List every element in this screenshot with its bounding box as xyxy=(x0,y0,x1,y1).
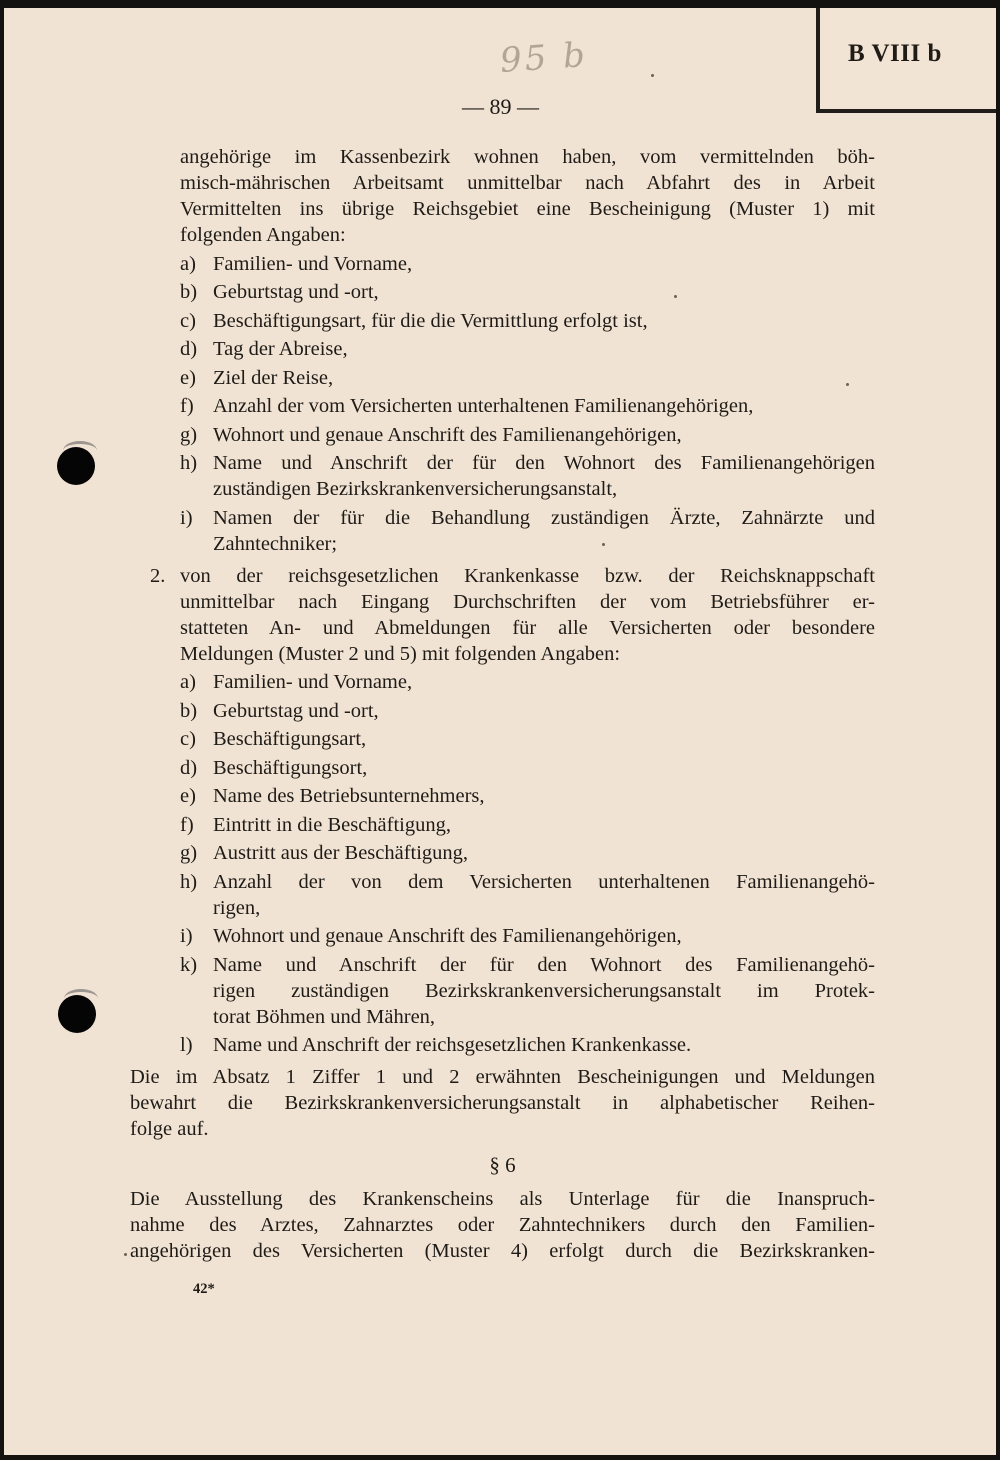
paper-speck xyxy=(124,1253,127,1256)
list-item xyxy=(130,393,875,419)
text-line: Namen der für die Behandlung zuständigen Ärzte, Zahnärzte und xyxy=(213,506,875,529)
text-line: Austritt aus der Beschäftigung, xyxy=(213,842,469,864)
paper-speck xyxy=(651,74,654,77)
list-item xyxy=(130,505,875,557)
text-line: statteten An- und Abmeldungen für alle Versicherten oder besondere xyxy=(180,616,875,639)
list-item-label: c) xyxy=(180,728,196,750)
list-item xyxy=(130,365,875,391)
text-line: Name und Anschrift der reichsgesetzlichen Krankenkasse. xyxy=(213,1034,692,1056)
text-line: angehörige im Kassenbezirk wohnen haben, vom vermittelnden böh- xyxy=(180,146,875,168)
document-body xyxy=(130,144,875,1264)
text-line: Name des Betriebsunternehmers, xyxy=(213,785,485,807)
list-item-label: a) xyxy=(180,252,196,275)
text-line: Beschäftigungsart, xyxy=(213,728,367,750)
text-line: Ziel der Reise, xyxy=(213,366,334,389)
section-stamp-box xyxy=(816,8,996,113)
text-line: zuständigen Bezirkskrankenversicherungsanstalt, xyxy=(213,478,618,500)
text-line: rigen zuständigen Bezirkskrankenversicherungsanstalt im Protek- xyxy=(213,979,875,1002)
list-item xyxy=(130,251,875,277)
text-line: folgenden Angaben: xyxy=(180,224,346,246)
punch-hole-icon xyxy=(57,447,95,485)
scan-border-top xyxy=(0,0,1000,8)
text-line: Anzahl der von dem Versicherten unterhaltenen Familienangehö- xyxy=(213,870,875,893)
list-item xyxy=(130,923,875,949)
text-line: Geburtstag und -ort, xyxy=(213,281,379,303)
text-line: misch-mährischen Arbeitsamt unmittelbar nach Abfahrt des in Arbeit xyxy=(180,172,875,194)
text-line: Die im Absatz 1 Ziffer 1 und 2 erwähnten Bescheinigungen und Meldungen xyxy=(130,1066,875,1088)
scan-border-right xyxy=(996,0,1000,1460)
list-item xyxy=(130,422,875,448)
list-item-label: f) xyxy=(180,395,194,417)
list-item-label: b) xyxy=(180,281,198,303)
list-item-label: h) xyxy=(180,452,198,474)
list-item xyxy=(130,726,875,752)
section-paragraph xyxy=(130,1186,875,1264)
text-line: torat Böhmen und Mähren, xyxy=(213,1005,436,1028)
list-item-label: d) xyxy=(180,338,198,360)
list-item xyxy=(130,450,875,502)
text-line: folge auf. xyxy=(130,1118,209,1140)
list-item xyxy=(130,783,875,809)
list-item-label: g) xyxy=(180,423,198,446)
list-item-label: b) xyxy=(180,699,198,722)
text-line: Beschäftigungsart, für die die Vermittlung erfolgt ist, xyxy=(213,309,648,332)
text-line: unmittelbar nach Eingang Durchschriften der vom Betriebsführer er- xyxy=(180,590,875,613)
pencil-annotation: 95 b xyxy=(498,34,590,82)
closing-paragraph xyxy=(130,1064,875,1142)
text-line: Anzahl der vom Versicherten unterhaltenen Familienangehörigen, xyxy=(213,395,754,417)
text-line: Familien- und Vorname, xyxy=(213,252,413,275)
list-item xyxy=(130,308,875,334)
text-line: Name und Anschrift der für den Wohnort des Familienangehö- xyxy=(213,953,875,976)
signature-mark: 42* xyxy=(193,1281,215,1297)
list-item-label: i) xyxy=(180,925,193,947)
list-item-label: e) xyxy=(180,366,196,389)
section-heading: § 6 xyxy=(489,1153,516,1177)
text-line: Wohnort und genaue Anschrift des Familienangehörigen, xyxy=(213,925,682,947)
text-line: Eintritt in die Beschäftigung, xyxy=(213,813,451,836)
text-line: Meldungen (Muster 2 und 5) mit folgenden Angaben: xyxy=(180,642,621,665)
text-line: Vermittelten ins übrige Reichsgebiet eine Bescheinigung (Muster 1) mit xyxy=(180,198,875,220)
list-item-label: h) xyxy=(180,870,198,893)
punch-hole-icon xyxy=(58,995,96,1033)
list-item-label: c) xyxy=(180,309,196,332)
numbered-item-2 xyxy=(130,563,875,667)
list-item xyxy=(130,1032,875,1058)
text-line: Die Ausstellung des Krankenscheins als Unterlage für die Inanspruch- xyxy=(130,1188,875,1210)
page-number: — 89 — xyxy=(462,94,539,119)
text-line: angehörigen des Versicherten (Muster 4) erfolgt durch die Bezirkskranken- xyxy=(130,1240,875,1262)
text-line: Tag der Abreise, xyxy=(213,338,348,360)
numbered-item-label: 2. xyxy=(150,564,166,587)
text-line: Zahntechniker; xyxy=(213,532,338,555)
list-item-label: l) xyxy=(180,1034,193,1056)
scan-border-bottom xyxy=(0,1455,1000,1460)
text-line: rigen, xyxy=(213,896,261,919)
text-line: bewahrt die Bezirkskrankenversicherungsanstalt in alphabetischer Reihen- xyxy=(130,1092,875,1114)
text-line: von der reichsgesetzlichen Krankenkasse bzw. der Reichsknappschaft xyxy=(180,564,875,587)
text-line: Wohnort und genaue Anschrift des Familienangehörigen, xyxy=(213,423,682,446)
list-item-label: k) xyxy=(180,953,198,976)
list-item xyxy=(130,869,875,921)
intro-paragraph xyxy=(130,144,875,248)
section-stamp-label: B VIII b xyxy=(848,40,942,67)
list-item xyxy=(130,812,875,838)
text-line: Familien- und Vorname, xyxy=(213,671,413,693)
list-item-label: a) xyxy=(180,671,196,693)
list-item-label: g) xyxy=(180,842,198,864)
list-item xyxy=(130,952,875,1030)
text-line: Beschäftigungsort, xyxy=(213,756,368,779)
list-item xyxy=(130,840,875,866)
list-item-label: i) xyxy=(180,506,193,529)
list-item xyxy=(130,669,875,695)
text-line: Geburtstag und -ort, xyxy=(213,699,379,722)
list-item-label: f) xyxy=(180,813,194,836)
list-item-label: d) xyxy=(180,756,198,779)
list-item xyxy=(130,755,875,781)
list-item-label: e) xyxy=(180,785,196,807)
text-line: nahme des Arztes, Zahnarztes oder Zahntechnikers durch den Familien- xyxy=(130,1214,875,1236)
list-item xyxy=(130,698,875,724)
list-item xyxy=(130,336,875,362)
text-line: Name und Anschrift der für den Wohnort des Familienangehörigen xyxy=(213,452,875,474)
list-item xyxy=(130,279,875,305)
